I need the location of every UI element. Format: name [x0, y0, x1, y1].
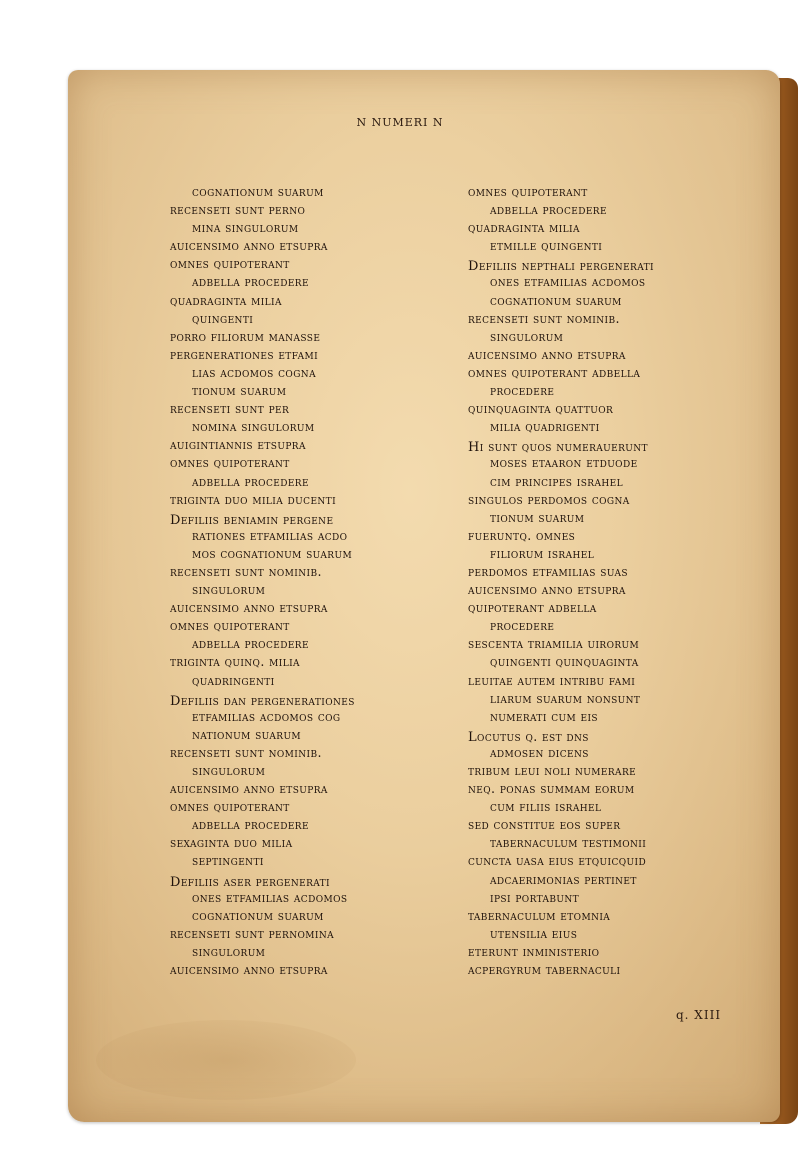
- parchment-stain: [96, 1020, 356, 1100]
- text-line: recenseti sunt perno: [170, 202, 306, 218]
- text-line: locutus q. est dns: [468, 723, 589, 746]
- text-line: auicensimo anno etsupra: [170, 781, 328, 797]
- text-line: admosen dicens: [490, 744, 589, 760]
- text-line: mina singulorum: [192, 220, 299, 236]
- text-line: omnes quipoterant: [468, 184, 588, 199]
- text-line: adbella procedere: [192, 817, 309, 833]
- text-line: cuncta uasa eius etquicquid: [468, 853, 647, 869]
- text-line: singulorum: [192, 582, 266, 598]
- text-line: recenseti sunt per: [170, 401, 290, 417]
- text-line: cognationum suarum: [192, 907, 324, 923]
- text-line: tabernaculum etomnia: [468, 907, 611, 923]
- text-line: etmille quingenti: [490, 238, 603, 254]
- text-line: fueruntq. omnes: [468, 527, 576, 543]
- text-line: auigintiannis etsupra: [170, 437, 306, 453]
- text-line: recenseti sunt nominib.: [170, 563, 322, 579]
- right-text-column: [468, 183, 743, 979]
- text-line: moses etaaron etduode: [490, 455, 638, 471]
- text-line: nationum suarum: [192, 726, 302, 742]
- text-line: recenseti sunt nominib.: [170, 744, 322, 760]
- text-line: triginta quinq. milia: [170, 654, 300, 670]
- text-line: lias acdomos cogna: [192, 364, 316, 380]
- text-line: sescenta triamilia uirorum: [468, 636, 640, 652]
- left-text-column: [170, 183, 440, 979]
- text-line: auicensimo anno etsupra: [468, 582, 626, 598]
- text-line: omnes quipoterant: [170, 799, 290, 815]
- text-line: eterunt inministerio: [468, 943, 600, 959]
- text-line: adbella procedere: [192, 274, 309, 290]
- text-line: porro filiorum manasse: [170, 328, 321, 344]
- text-line: neq. ponas summam eorum: [468, 781, 635, 797]
- text-line: singulorum: [192, 763, 266, 778]
- text-line: nomina singulorum: [192, 419, 315, 435]
- text-line: adbella procedere: [490, 202, 607, 218]
- text-line: cognationum suarum: [490, 292, 622, 308]
- text-line: omnes quipoterant: [170, 455, 290, 471]
- text-line: rationes etfamilias acdo: [192, 527, 348, 543]
- text-line: etfamilias acdomos cog: [192, 708, 341, 724]
- text-line: tionum suarum: [192, 383, 287, 399]
- text-line: omnes quipoterant: [170, 618, 290, 634]
- running-head: N NUMERI N: [356, 116, 444, 129]
- quire-mark: q. XIII: [676, 1008, 722, 1022]
- text-line: sexaginta duo milia: [170, 835, 293, 851]
- text-line: acpergyrum tabernaculi: [468, 962, 621, 978]
- text-line: adcaerimonias pertinet: [490, 871, 637, 887]
- text-line: singulos perdomos cogna: [468, 491, 630, 507]
- text-line: milia quadrigenti: [490, 419, 600, 435]
- text-line: quingenti: [192, 310, 254, 326]
- text-line: adbella procedere: [192, 636, 309, 652]
- text-line: sed constitue eos super: [468, 817, 621, 833]
- text-line: defiliis aser pergenerati: [170, 868, 331, 891]
- text-line: ones etfamilias acdomos: [192, 889, 348, 905]
- text-line: defiliis nepthali pergenerati: [468, 253, 654, 276]
- text-line: utensilia eius: [490, 925, 578, 941]
- text-line: auicensimo anno etsupra: [170, 238, 328, 254]
- text-line: auicensimo anno etsupra: [170, 600, 328, 616]
- text-line: quinquaginta quattuor: [468, 401, 614, 417]
- text-line: quipoterant adbella: [468, 600, 597, 616]
- text-line: cognationum suarum: [192, 184, 324, 199]
- text-line: septingenti: [192, 853, 264, 869]
- text-line: auicensimo anno etsupra: [170, 962, 328, 978]
- text-line: ipsi portabunt: [490, 889, 580, 905]
- text-line: defiliis dan pergenerationes: [170, 687, 355, 710]
- text-line: defiliis beniamin pergene: [170, 506, 334, 529]
- text-line: recenseti sunt nominib.: [468, 310, 620, 326]
- text-line: triginta duo milia ducenti: [170, 491, 337, 507]
- text-line: omnes quipoterant: [170, 256, 290, 272]
- text-line: quadraginta milia: [170, 292, 282, 308]
- text-line: filiorum israhel: [490, 545, 595, 561]
- text-line: quingenti quinquaginta: [490, 654, 639, 670]
- text-line: liarum suarum nonsunt: [490, 690, 641, 706]
- text-line: numerati cum eis: [490, 708, 598, 724]
- text-line: auicensimo anno etsupra: [468, 346, 626, 362]
- text-line: hi sunt quos numerauerunt: [468, 434, 648, 457]
- text-line: singulorum: [490, 328, 564, 344]
- text-line: omnes quipoterant adbella: [468, 364, 641, 380]
- text-line: perdomos etfamilias suas: [468, 563, 629, 579]
- text-line: ones etfamilias acdomos: [490, 274, 646, 290]
- text-line: tionum suarum: [490, 509, 585, 525]
- text-line: procedere: [490, 618, 555, 634]
- text-line: leuitae autem intribu fami: [468, 672, 636, 688]
- text-line: tabernaculum testimonii: [490, 835, 647, 851]
- text-line: singulorum: [192, 943, 266, 959]
- text-line: tribum leui noli numerare: [468, 763, 637, 778]
- text-line: pergenerationes etfami: [170, 346, 319, 362]
- text-line: cim principes israhel: [490, 473, 623, 489]
- text-line: cum filiis israhel: [490, 799, 602, 815]
- text-line: quadraginta milia: [468, 220, 580, 236]
- text-line: recenseti sunt pernomina: [170, 925, 335, 941]
- text-line: adbella procedere: [192, 473, 309, 489]
- text-line: procedere: [490, 383, 555, 399]
- text-line: quadringenti: [192, 672, 275, 688]
- text-line: mos cognationum suarum: [192, 545, 353, 561]
